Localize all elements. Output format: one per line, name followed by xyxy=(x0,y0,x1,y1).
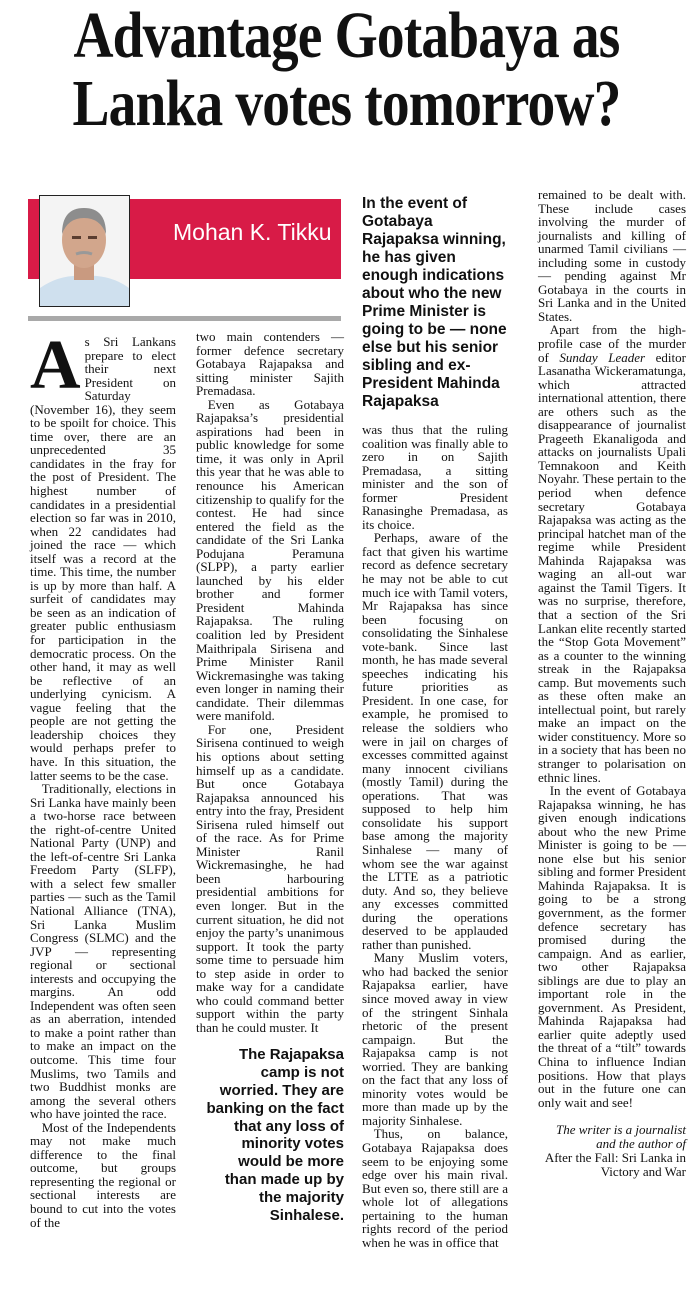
paragraph: For one, President Sirisena continued to weigh his options about setting himself up as a candidate. But once Gotabaya Rajapaksa announced his entry into the fray, President Sirisena ruled himself out of the race. As for Prime Minister Ranil Wickremasinghe, he had been harbouring presidential ambitions for even longer. But in the current situation, he did not enjoy the party’s unanimous support. It took the party some time to persuade him to step aside in order to make way for a candidate who could command better support within the party than he could muster. It xyxy=(196,721,344,1035)
paragraph: two main contenders — former defence secretary Gotabaya Rajapaksa and sitting minister Sajith Premadasa. xyxy=(196,329,344,399)
paragraph: Traditionally, elections in Sri Lanka have mainly been a two-horse race between the right-of-centre United National Party (UNP) and the left-of-centre Sri Lanka Freedom Party (SLFP), with a select few smaller parties — such as the Tamil National Alliance (TNA), Sri Lanka Muslim Congress (SLMC) and the JVP — representing regional or sectional interests and occupying the margins. An odd Independent was often seen as an aberration, intended to make a point rather than to make an impact on the outcome. This time four Muslims, two Tamils and two Buddhist monks are among the several others who have jointed the race. xyxy=(30,781,176,1122)
author-name: Mohan K. Tikku xyxy=(173,219,332,245)
paragraph: In the event of Gotabaya Rajapaksa winning, he has given enough indications about who the new Prime Minister is going to be — none else but his senior sibling and former President Mahinda Rajapaksa. It is going to be a strong government, as the former defence secretary has promised during the campaign. And as earlier, two other Rajapaksa siblings are due to play an important role in the government. As President, Mahinda Rajapaksa had earlier quite adeptly used the threat of a “tilt” towards China to influence Indian positions. How that plays out in the future one can only wait and see! xyxy=(538,783,686,1110)
article-column-4 xyxy=(538,188,686,1179)
paragraph: remained to be dealt with. These include cases involving the murder of journalists and killing of unarmed Tamil civilians — including some in custody — pending against Mr Gotabaya in the courts in Sri Lanka and in the United States. xyxy=(538,187,686,324)
article-column-2-wrapper xyxy=(196,330,344,1224)
paragraph: Thus, on balance, Gotabaya Rajapaksa does seem to be enjoying some edge over his main rival. But even so, there still are a whole lot of allegations pertaining to the human rights record of the period when he was in office that xyxy=(362,1126,508,1250)
author-note-text: The writer is a journalist and the author of xyxy=(555,1122,686,1152)
article-column-2 xyxy=(196,330,344,1034)
publication-name: Sunday Leader xyxy=(559,349,646,365)
paragraph: Perhaps, aware of the fact that given his wartime record as defence secretary he may not be able to cut much ice with Tamil voters, Mr Rajapaksa has since been focusing on consolidating the Sinhalese vote-bank. Since last month, he has made several speeches indicating his future priorities as President. In one case, for example, he promised to release the soldiers who were in jail on charges of excesses committed against many innocent civilians (mostly Tamil) during the operations. That was supposed to help him consolidate his support base among the majority Sinhalese — many of whom see the war against the LTTE as a patriotic duty. And so, they believe any excesses committed during the operations deserved to be applauded rather than punished. xyxy=(362,530,508,952)
book-title: After the Fall: Sri Lanka in Victory and War xyxy=(544,1150,686,1180)
author-photo xyxy=(39,195,130,307)
drop-cap: A xyxy=(30,327,81,404)
paragraph-text: editor Lasanatha Wickeramatunga, which attracted international attention, there are others such as the disappearance of journalist Prageeth Ekanaligoda and attacks on journalists Upali Temnakoon and Keith Noyahr. These pertain to the period when defence secretary Gotabaya Rajapaksa was acting as the principal hatchet man of the regime while President Mahinda Rajapaksa was waging an all-out war against the Tamil Tigers. It was no surprise, therefore, that a section of the Sri Lankan elite recently started the “Stop Gota Movement” as a counter to the winning streak in the Rajapaksa camp. But movements such as these often make an intellectual point, but rarely make an impact on the wider constituency. More so in a society that has been no stranger to polarisation on ethnic lines. xyxy=(538,349,686,785)
paragraph xyxy=(538,323,686,784)
headline-line-1: Advantage Gotabaya as xyxy=(73,0,620,72)
headline xyxy=(0,2,693,138)
pull-quote-top: In the event of Gotabaya Rajapaksa winning, he has given enough indications about who the new Prime Minister is going to be — none else but his senior sibling and ex-President Mahinda Rajapaksa xyxy=(362,195,507,410)
paragraph: Most of the Independents may not make much difference to the final outcome, but groups representing the regional or sectional interests are bound to cut into the votes of the xyxy=(30,1119,176,1230)
article-column-3 xyxy=(362,423,508,1249)
paragraph: Many Muslim voters, who had backed the senior Rajapaksa earlier, have since moved away in view of the stringent Sinhala rhetoric of the present campaign. But the Rajapaksa camp is not worried. They are banking on the fact that any loss of minority votes would be more than made up by the majority Sinhalese. xyxy=(362,950,508,1128)
paragraph-text: s Sri Lankans prepare to elect their next President on Saturday (November 16), they seem to be spoilt for choice. This time over, there are an unprecedented 35 candidates in the fray for the post of President. The highest number of candidates in a presidential election so far was in 2010, when 22 candidates had joined the race — which itself was a record at the time. This time, the number is up by more than half. A surfeit of candidates may be seen as an indication of greater public enthusiasm for participation in the democratic process. On the other hand, it may as well be reflective of an underlying cynicism. A vague feeling that the people are not getting the leadership choices they would perhaps prefer to have. In this situation, the latter seems to be the case. xyxy=(30,334,176,783)
paragraph xyxy=(30,327,176,783)
paragraph: was thus that the ruling coalition was finally able to zero in on Sajith Premadasa, a sitting minister and the son of former President Ranasinghe Premadasa, as its choice. xyxy=(362,422,508,532)
byline-divider xyxy=(28,316,341,321)
article-column-1 xyxy=(30,327,176,1230)
headline-line-2: Lanka votes tomorrow? xyxy=(72,67,621,140)
author-portrait-icon xyxy=(40,196,129,306)
author-note xyxy=(538,1123,686,1179)
paragraph-text: Apart from the high-profile case of the murder of xyxy=(538,322,686,365)
article-column-3-wrapper xyxy=(362,195,510,1249)
pull-quote-bottom: The Rajapaksa camp is not worried. They are banking on the fact that any loss of minority votes would be more than made up by the majority Sinhalese. xyxy=(206,1046,344,1224)
paragraph: Even as Gotabaya Rajapaksa’s presidential aspirations had been in public knowledge for some time, it was only in April this year that he was able to renounce his American citizenship to qualify for the contest. He had since entered the field as the candidate of the Sri Lanka Podujana Peramuna (SLPP), a party earlier launched by his elder brother and former President Mahinda Rajapaksa. The ruling coalition led by President Maithripala Sirisena and Prime Minister Ranil Wickremasinghe was taking even longer in naming their candidate. Their dilemmas were manifold. xyxy=(196,396,344,724)
